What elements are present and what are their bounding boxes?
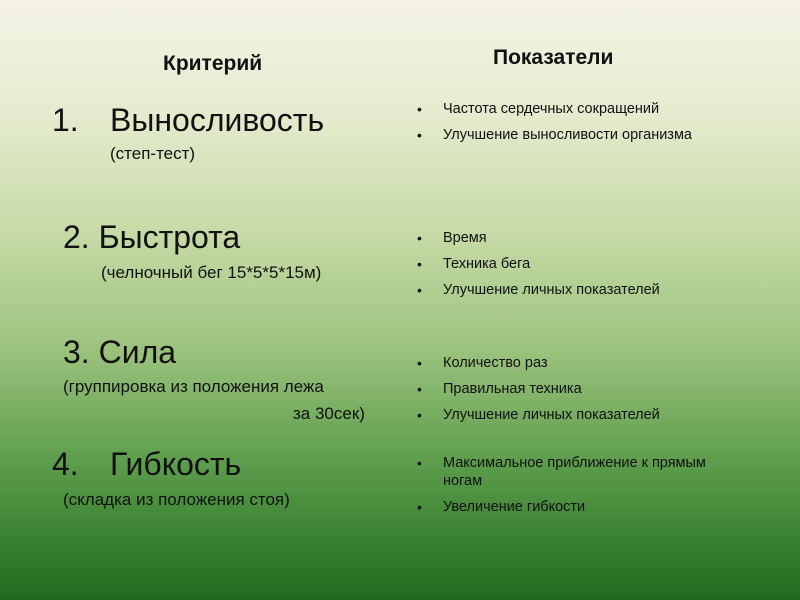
criterion-1-title: Выносливость xyxy=(110,102,325,138)
criterion-1-indicators xyxy=(417,100,713,152)
criterion-3-detail-line1: (группировка из положения лежа xyxy=(63,377,324,396)
list-item: • Время xyxy=(417,229,713,247)
list-item: • Улучшение личных показателей xyxy=(417,406,713,424)
criterion-1-number: 1. xyxy=(52,102,79,138)
list-item: • Увеличение гибкости xyxy=(417,498,713,516)
criterion-3-indicators xyxy=(417,354,713,432)
criterion-2-detail: (челночный бег 15*5*5*15м) xyxy=(101,263,322,282)
criterion-2-title: 2. Быстрота xyxy=(63,219,241,255)
criterion-4-title: Гибкость xyxy=(110,446,242,482)
criterion-4-indicators xyxy=(417,454,713,524)
criterion-2-indicators xyxy=(417,229,713,307)
list-item: • Количество раз xyxy=(417,354,713,372)
criterion-header: Критерий xyxy=(163,52,263,75)
list-item: • Правильная техника xyxy=(417,380,713,398)
criterion-3-title: 3. Сила xyxy=(63,334,177,370)
list-item: • Улучшение личных показателей xyxy=(417,281,713,299)
list-item: • Техника бега xyxy=(417,255,713,273)
indicators-header: Показатели xyxy=(493,46,614,69)
criterion-4-detail: (складка из положения стоя) xyxy=(63,490,290,509)
list-item: • Максимальное приближение к прямым ногам xyxy=(417,454,713,490)
list-item: • Улучшение выносливости организма xyxy=(417,126,713,144)
criterion-3-detail-line2: за 30сек) xyxy=(293,404,365,423)
criterion-4-number: 4. xyxy=(52,446,79,482)
criterion-1-detail: (степ-тест) xyxy=(110,144,196,163)
list-item: • Частота сердечных сокращений xyxy=(417,100,713,118)
